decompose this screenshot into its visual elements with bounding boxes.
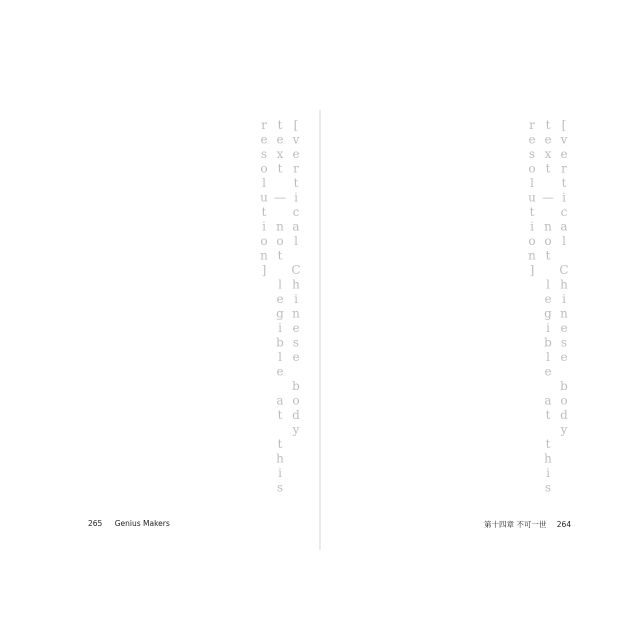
right-running-head: 第十四章 不可一世 <box>484 520 547 529</box>
left-page-footer <box>88 519 178 528</box>
left-running-head: Genius Makers <box>114 519 170 528</box>
left-page-number: 265 <box>88 519 103 528</box>
gutter-shadow <box>319 110 321 550</box>
right-page-number: 264 <box>556 520 572 529</box>
right-page-footer <box>484 519 581 530</box>
left-page <box>72 118 304 538</box>
right-page <box>336 118 572 538</box>
right-page-body-text: [vertical Chinese body text — not legible at this resolution] <box>525 118 571 495</box>
left-page-body-text: [vertical Chinese body text — not legible at this resolution] <box>257 118 303 495</box>
